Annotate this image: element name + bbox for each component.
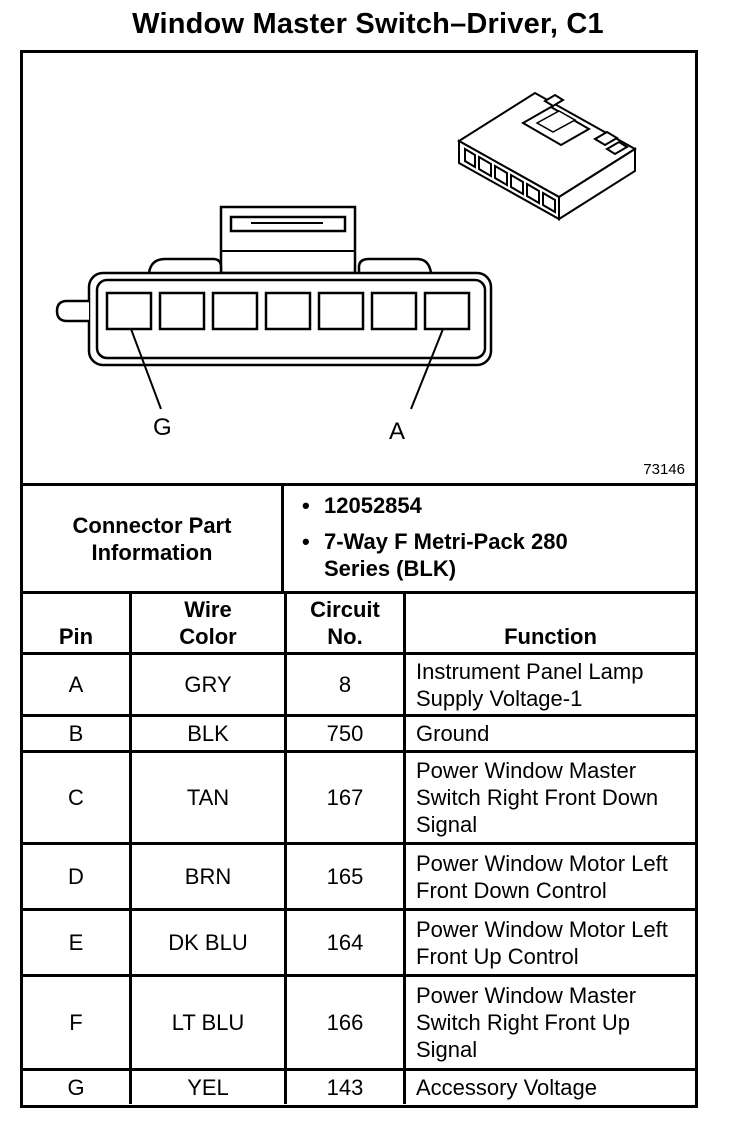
table-row: [23, 654, 695, 716]
wire-color-cell: DK BLU: [131, 910, 286, 976]
connector-info-values: [283, 485, 696, 592]
connector-info-table: [23, 483, 695, 591]
function-cell: Power Window Master Switch Right Front Down Signal: [405, 752, 696, 844]
header-function: Function: [405, 593, 696, 654]
header-wire-color-text: Wire Color: [179, 597, 237, 649]
function-cell: Power Window Master Switch Right Front Up Signal: [405, 976, 696, 1070]
function-cell: Instrument Panel Lamp Supply Voltage-1: [405, 654, 696, 716]
header-circuit-no-text: Circuit No.: [310, 597, 380, 649]
function-cell: Power Window Motor Left Front Down Control: [405, 844, 696, 910]
pin-cell: E: [23, 910, 131, 976]
table-row: [23, 1070, 695, 1104]
circuit-cell: 164: [286, 910, 405, 976]
function-cell: Accessory Voltage: [405, 1070, 696, 1104]
callout-a-label: A: [389, 418, 406, 445]
figure-id: 73146: [643, 461, 685, 478]
table-header-row: [23, 593, 695, 654]
pin-cell: C: [23, 752, 131, 844]
table-row: [23, 976, 695, 1070]
connector-info-label: [23, 485, 283, 592]
wire-color-cell: BLK: [131, 716, 286, 752]
header-wire-color: [131, 593, 286, 654]
connector-part-number: • 12052854: [324, 492, 695, 519]
page-title: Window Master Switch–Driver, C1: [132, 8, 604, 40]
function-cell: Power Window Motor Left Front Up Control: [405, 910, 696, 976]
pin-cell: D: [23, 844, 131, 910]
pinout-table: [23, 591, 695, 1104]
wire-color-cell: BRN: [131, 844, 286, 910]
wire-color-cell: LT BLU: [131, 976, 286, 1070]
callout-g-label: G: [153, 414, 172, 441]
pin-cell: F: [23, 976, 131, 1070]
table-row: [23, 844, 695, 910]
wire-color-cell: GRY: [131, 654, 286, 716]
circuit-cell: 8: [286, 654, 405, 716]
circuit-cell: 167: [286, 752, 405, 844]
pin-cell: G: [23, 1070, 131, 1104]
function-cell: Ground: [405, 716, 696, 752]
circuit-cell: 750: [286, 716, 405, 752]
connector-face: [57, 207, 491, 365]
connector-info-label-text: Connector Part Information: [72, 512, 232, 565]
connector-diagram: [23, 53, 695, 485]
table-row: [23, 716, 695, 752]
circuit-cell: 143: [286, 1070, 405, 1104]
header-circuit-no: [286, 593, 405, 654]
connector-sheet: [20, 50, 698, 1108]
table-row: [23, 752, 695, 844]
pin-cavities: [107, 293, 469, 329]
pin-cell: A: [23, 654, 131, 716]
circuit-cell: 165: [286, 844, 405, 910]
wire-color-cell: YEL: [131, 1070, 286, 1104]
connector-isometric: [459, 93, 635, 219]
connector-type: • 7-Way F Metri-Pack 280 Series (BLK): [324, 528, 574, 582]
circuit-cell: 166: [286, 976, 405, 1070]
table-row: [23, 910, 695, 976]
wire-color-cell: TAN: [131, 752, 286, 844]
header-pin: Pin: [23, 593, 131, 654]
pin-cell: B: [23, 716, 131, 752]
